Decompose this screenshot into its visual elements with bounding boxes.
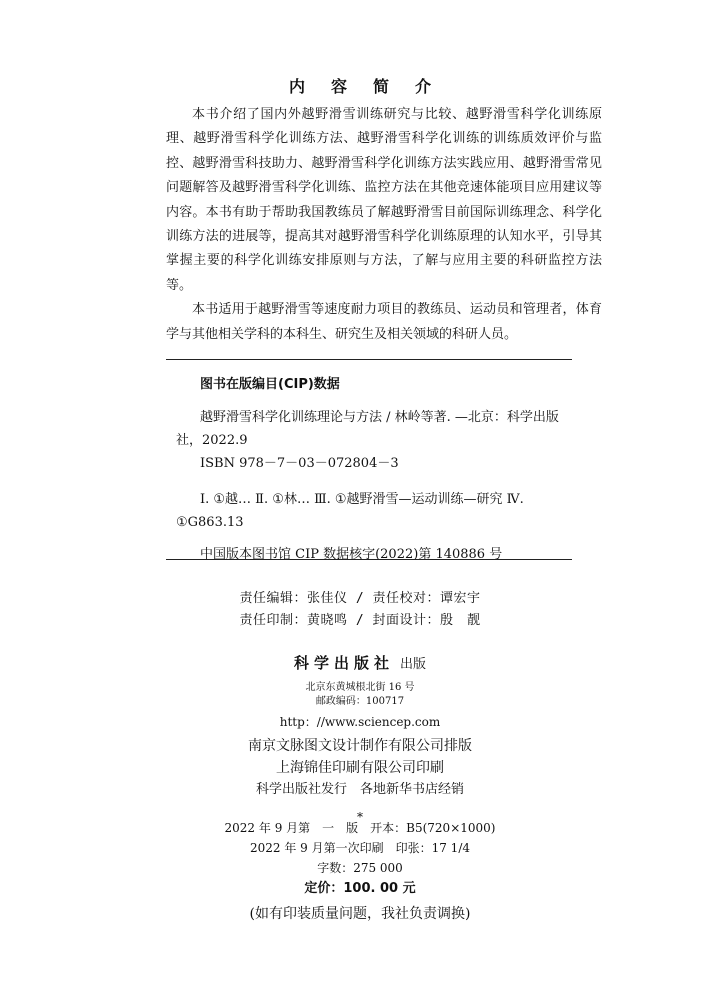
price: 定价：100. 00 元 xyxy=(304,881,416,896)
publisher-block xyxy=(0,652,720,825)
word-count: 字数：275 000 xyxy=(317,861,403,875)
cip-heading: 图书在版编目(CIP)数据 xyxy=(200,377,340,392)
publisher-suffix: 出版 xyxy=(400,657,427,672)
cip-record-number: 中国版本图书馆 CIP 数据核字(2022)第 140886 号 xyxy=(200,547,503,562)
edition-block xyxy=(0,818,720,926)
credits-block xyxy=(0,588,720,632)
publisher-address: 北京东黄城根北街 16 号 xyxy=(305,682,415,693)
edition-line-2: 2022 年 9 月第一次印刷 印张：17 1/4 xyxy=(249,841,470,855)
cip-entry: 越野滑雪科学化训练理论与方法 / 林岭等著. —北京：科学出版社，2022.9 xyxy=(176,410,559,448)
cip-isbn: ISBN 978－7－03－072804－3 xyxy=(200,456,399,471)
publisher-postcode: 邮政编码：100717 xyxy=(315,696,405,707)
credits-line-editors: 责任编辑：张佳仪 / 责任校对：谭宏宇 xyxy=(239,591,481,606)
cip-classification: Ⅰ. ①越… Ⅱ. ①林… Ⅲ. ①越野滑雪—运动训练—研究 Ⅳ. ①G863.13 xyxy=(176,492,524,530)
summary-paragraph-2: 本书适用于越野滑雪等速度耐力项目的教练员、运动员和管理者，体育学与其他相关学科的本科生、研究生及相关领域的科研人员。 xyxy=(166,302,602,342)
credits-line-production: 责任印制：黄晓鸣 / 封面设计：殷 靓 xyxy=(239,613,481,628)
content-summary-body xyxy=(166,103,602,347)
cip-top-divider xyxy=(166,359,572,360)
content-summary-title: 内容简介 xyxy=(288,77,457,96)
separator-asterisk: * xyxy=(357,810,363,824)
cip-block xyxy=(176,375,572,565)
quality-note: (如有印装质量问题，我社负责调换) xyxy=(249,906,471,922)
cip-bottom-divider xyxy=(166,559,572,560)
edition-line-1: 2022 年 9 月第 一 版 开本：B5(720×1000) xyxy=(224,821,496,835)
distribution: 科学出版社发行 各地新华书店经销 xyxy=(255,782,464,797)
publisher-logo-name: 科学出版社 xyxy=(293,654,394,672)
summary-paragraph-1: 本书介绍了国内外越野滑雪训练研究与比较、越野滑雪科学化训练原理、越野滑雪科学化训练方法、越野滑雪科学化训练的训练质效评价与监控、越野滑雪科技助力、越野滑雪科学化训练方法实践应用、越野滑雪常见问题解答及越野滑雪科学化训练、监控方法在其他竞速体能项目应用建议等内容。本书有助于帮助我国教练员了解越野滑雪目前国际训练理念、科学化训练方法的进展等，提高其对越野滑雪科学化训练原理的认知水平，引导其掌握主要的科学化训练安排原则与方法，了解与应用主要的科研监控方法等。 xyxy=(166,107,602,293)
publisher-url: http：//www.sciencep.com xyxy=(279,715,441,729)
printer: 上海锦佳印刷有限公司印刷 xyxy=(276,760,444,776)
typesetter: 南京文脉图文设计制作有限公司排版 xyxy=(248,738,472,754)
publisher-line xyxy=(0,652,720,673)
